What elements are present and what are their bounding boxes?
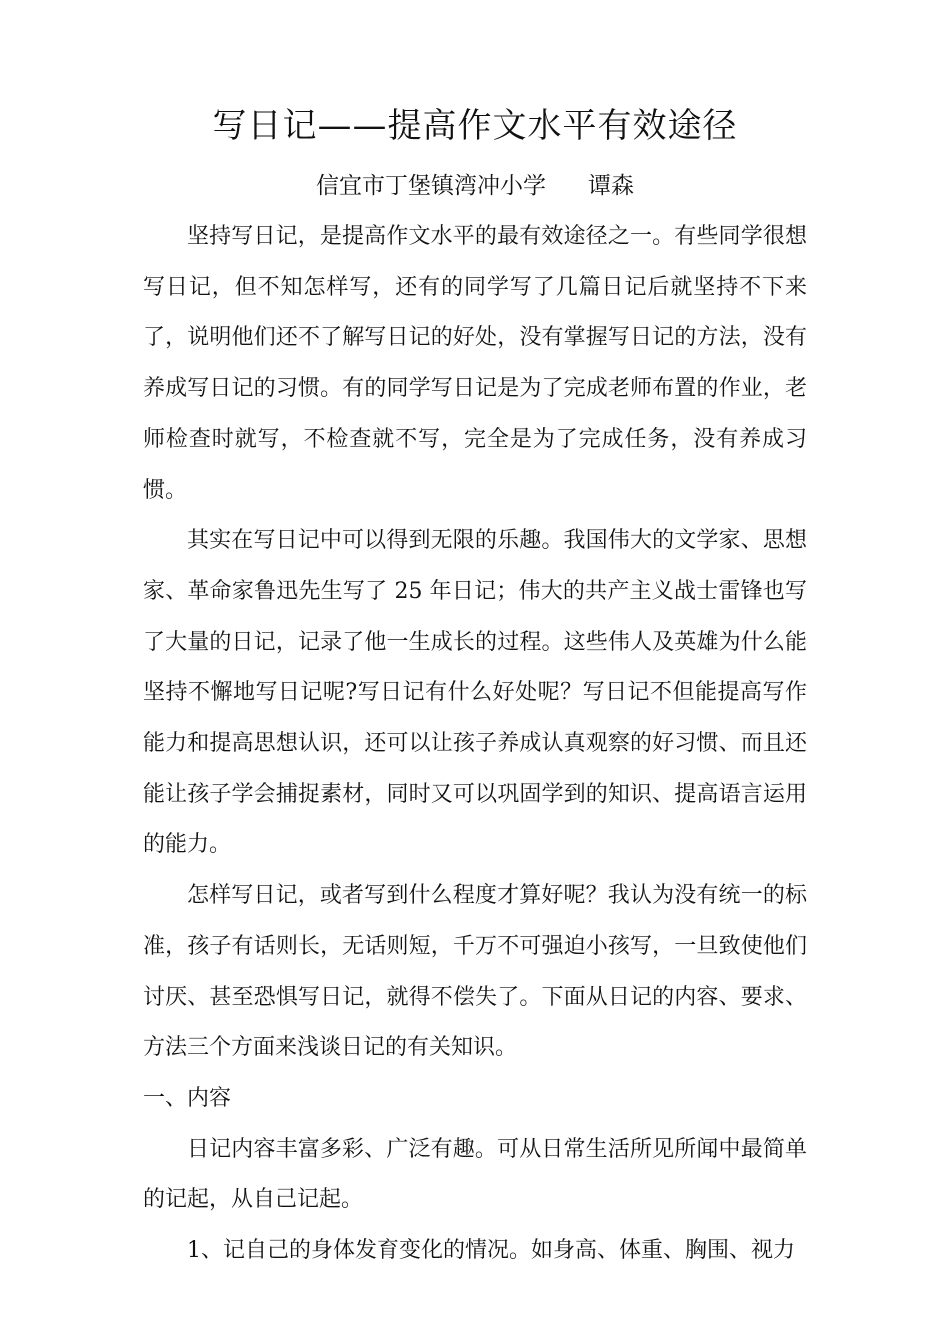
school-name: 信宜市丁堡镇湾冲小学 (316, 173, 546, 199)
paragraph: 1、记自己的身体发育变化的情况。如身高、体重、胸围、视力 (187, 1238, 795, 1264)
section-heading: 一、内容 (143, 1085, 232, 1111)
paragraph: 日记内容丰富多彩、广泛有趣。可从日常生活所见所闻中最简单的记起，从自己记起。 (143, 1136, 807, 1213)
paragraph: 怎样写日记，或者写到什么程度才算好呢？我认为没有统一的标准，孩子有话则长，无话则短，千万不可强迫小孩写，一旦致使他们讨厌、甚至恐惧写日记，就得不偿失了。下面从日记的内容、要求、方法三个方面来浅谈日记的有关知识。 (143, 883, 807, 1061)
document-title: 写日记——提高作文水平有效途径 (212, 106, 738, 146)
byline (0, 166, 950, 206)
document-body (143, 212, 807, 1277)
paragraph: 坚持写日记，是提高作文水平的最有效途径之一。有些同学很想写日记，但不知怎样写，还有的同学写了几篇日记后就坚持不下来了，说明他们还不了解写日记的好处，没有掌握写日记的方法，没有养成写日记的习惯。有的同学写日记是为了完成老师布置的作业，老师检查时就写，不检查就不写，完全是为了完成任务，没有养成习惯。 (143, 224, 807, 503)
paragraph: 其实在写日记中可以得到无限的乐趣。我国伟大的文学家、思想家、革命家鲁迅先生写了 25 年日记；伟大的共产主义战士雷锋也写了大量的日记，记录了他一生成长的过程。这些伟人及英雄为什么能坚持不懈地写日记呢?写日记有什么好处呢？写日记不但能提高写作能力和提高思想认识，还可以让孩子养成认真观察的好习惯、而且还能让孩子学会捕捉素材，同时又可以巩固学到的知识、提高语言运用的能力。 (143, 528, 807, 858)
author-name: 谭森 (588, 173, 634, 199)
